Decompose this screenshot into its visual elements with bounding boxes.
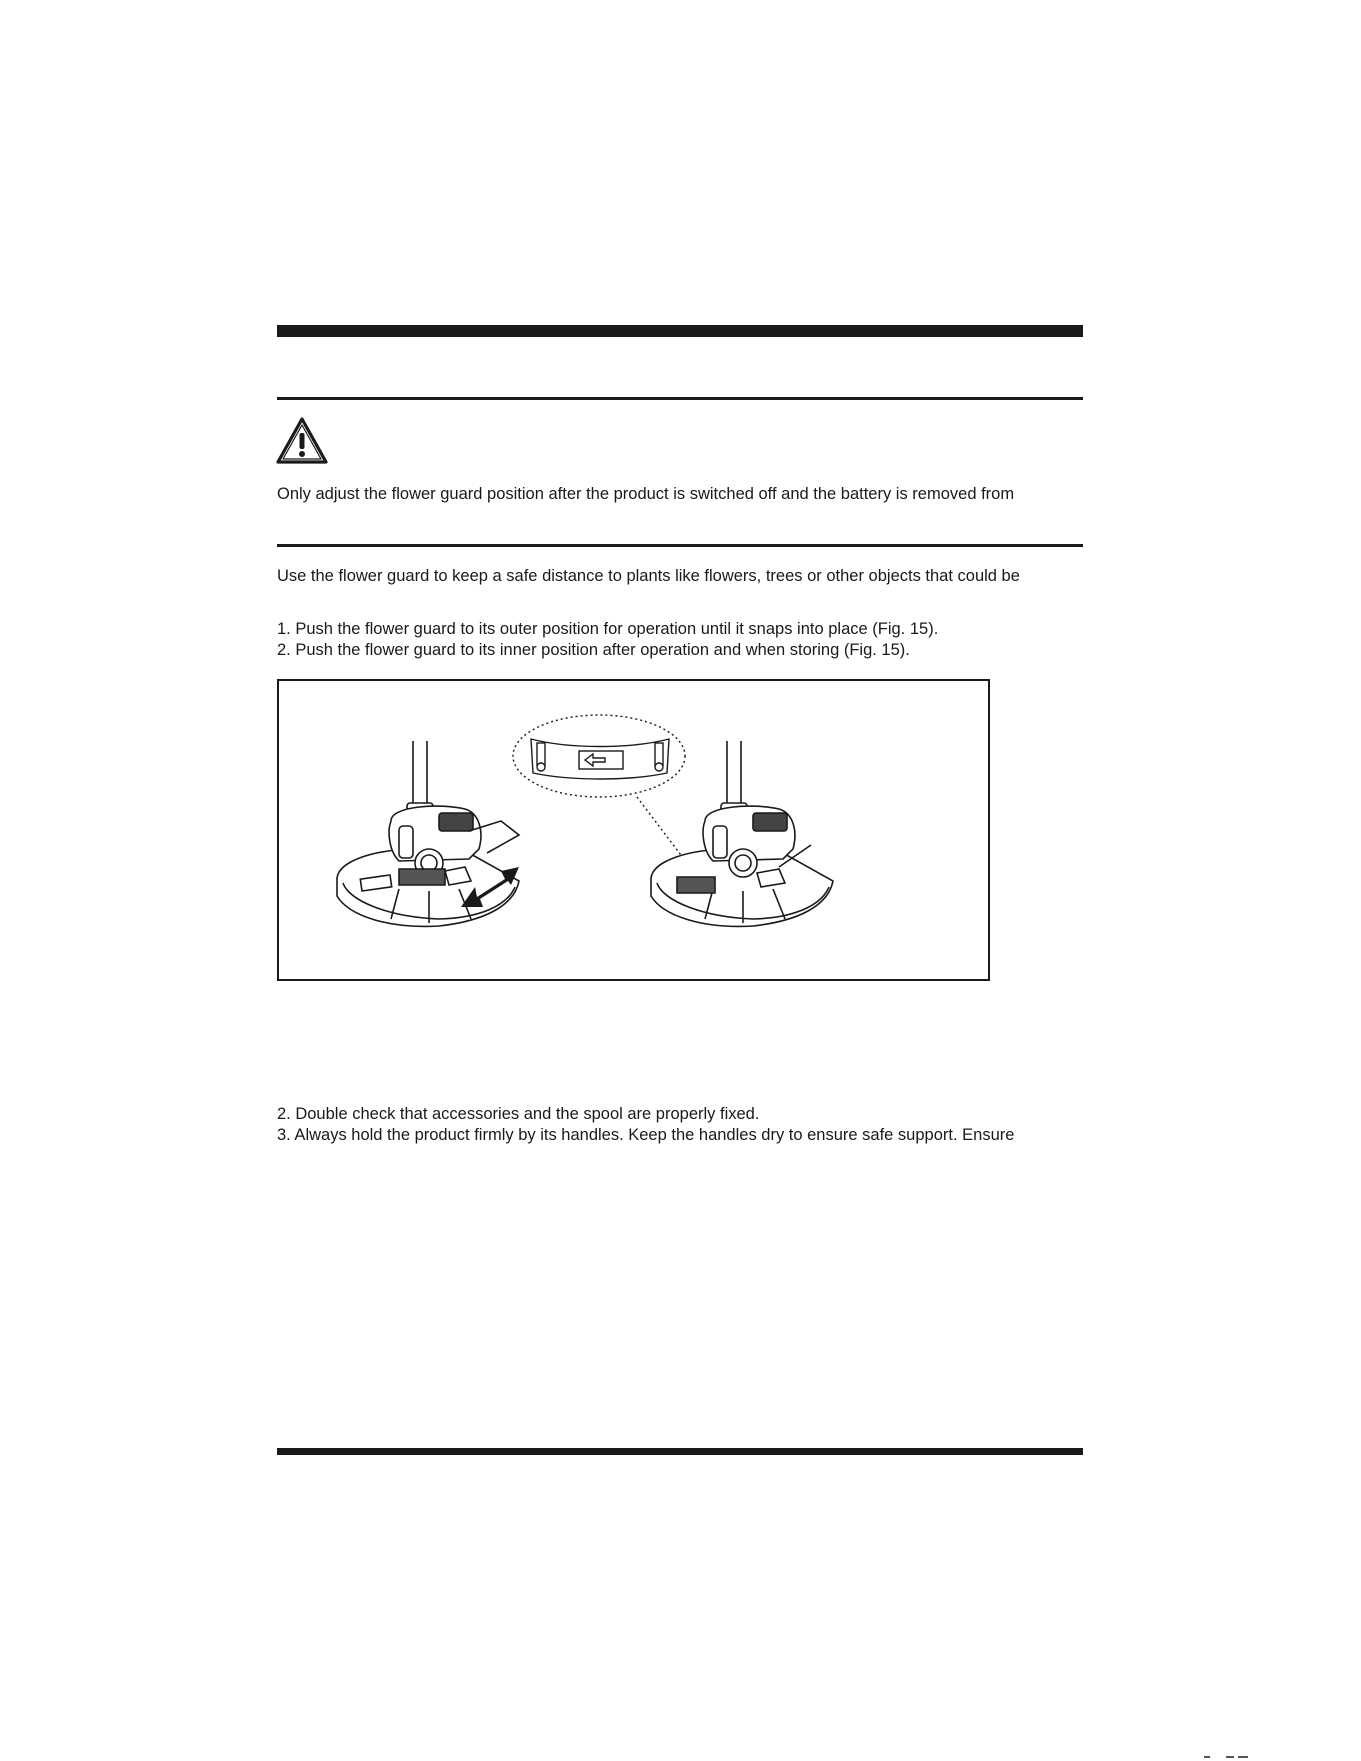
top-rule bbox=[277, 325, 1083, 337]
trimmer-inner-guard-illustration bbox=[651, 741, 833, 926]
warning-top-rule bbox=[277, 397, 1083, 400]
step-2: 2. Push the flower guard to its inner position after operation and when storing (Fig. 15). bbox=[277, 641, 910, 659]
warning-text: Only adjust the flower guard position after the product is switched off and the battery is removed from bbox=[277, 485, 1015, 503]
step-1: 1. Push the flower guard to its outer position for operation until it snaps into place (Fig. 15). bbox=[277, 620, 939, 638]
check-item-3: 3. Always hold the product firmly by its handles. Keep the handles dry to ensure safe support. Ensure bbox=[277, 1126, 1015, 1144]
scan-marks bbox=[1200, 1755, 1280, 1759]
figure-illustration bbox=[279, 681, 987, 978]
intro-text: Use the flower guard to keep a safe distance to plants like flowers, trees or other objects that could be bbox=[277, 567, 1020, 585]
trimmer-outer-guard-illustration bbox=[337, 741, 519, 926]
bottom-rule bbox=[277, 1448, 1083, 1455]
figure-15 bbox=[277, 679, 990, 981]
warning-bottom-rule bbox=[277, 544, 1083, 547]
warning-triangle-icon bbox=[275, 416, 329, 466]
check-item-2: 2. Double check that accessories and the spool are properly fixed. bbox=[277, 1105, 760, 1123]
guard-detail-icon bbox=[513, 715, 699, 879]
